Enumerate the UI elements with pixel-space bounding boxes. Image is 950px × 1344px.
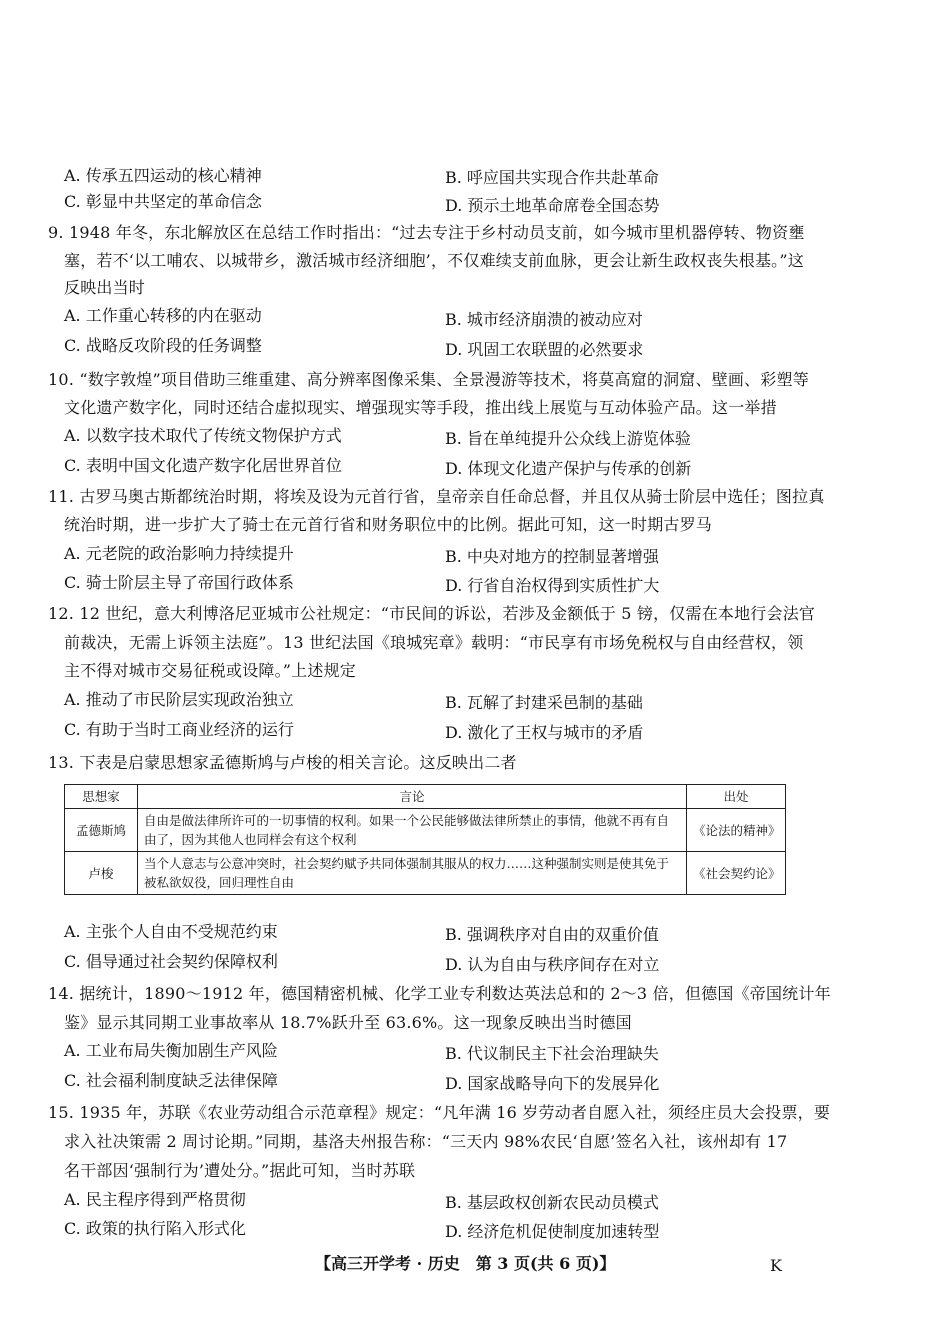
q11-option-b: B. 中央对地方的控制显著增强 [445, 547, 659, 566]
table-header-row [65, 785, 786, 809]
q15-option-d: D. 经济危机促使制度加速转型 [445, 1222, 660, 1241]
q10-stem-line-2: 文化遗产数字化，同时还结合虚拟现实、增强现实等手段，推出线上展览与互动体验产品。这一举措 [64, 398, 777, 417]
q8-option-b: B. 呼应国共实现合作共赴革命 [445, 168, 659, 187]
q10-option-b: B. 旨在单纯提升公众线上游览体验 [445, 429, 691, 448]
q15-stem-line-2: 求入社决策需 2 周讨论期。”同期，基洛夫州报告称：“三天内 98%农民‘自愿’签名入社，该州却有 17 [64, 1132, 788, 1151]
q8-option-d: D. 预示土地革命席卷全国态势 [445, 196, 660, 215]
q12-option-d: D. 激化了王权与城市的矛盾 [445, 723, 644, 742]
q12-stem-line-2: 前裁决，无需上诉领主法庭”。13 世纪法国《琅城宪章》载明：“市民享有市场免税权与自由经营权，领 [64, 633, 804, 652]
table-header-thinker: 思想家 [65, 785, 138, 809]
q10-stem-line-1: 10. “数字敦煌”项目借助三维重建、高分辨率图像采集、全景漫游等技术，将莫高窟的洞窟、壁画、彩塑等 [48, 370, 809, 389]
q9-option-b: B. 城市经济崩溃的被动应对 [445, 310, 643, 329]
table-cell-thinker: 卢梭 [65, 852, 138, 895]
q13-option-c: C. 倡导通过社会契约保障权利 [64, 952, 278, 971]
q9-option-d: D. 巩固工农联盟的必然要求 [445, 340, 644, 359]
q14-option-c: C. 社会福利制度缺乏法律保障 [64, 1071, 278, 1090]
q11-stem-line-2: 统治时期，进一步扩大了骑士在元首行省和财务职位中的比例。据此可知，这一时期古罗马 [64, 515, 713, 534]
q14-option-b: B. 代议制民主下社会治理缺失 [445, 1044, 659, 1063]
q15-option-b: B. 基层政权创新农民动员模式 [445, 1193, 659, 1212]
q13-option-d: D. 认为自由与秩序间存在对立 [445, 955, 660, 974]
q13-stem: 13. 下表是启蒙思想家孟德斯鸠与卢梭的相关言论。这反映出二者 [48, 753, 517, 772]
table-cell-thinker: 孟德斯鸠 [65, 809, 138, 852]
table-header-quote: 言论 [138, 785, 687, 809]
q15-stem-line-1: 15. 1935 年，苏联《农业劳动组合示范章程》规定：“凡年满 16 岁劳动者自愿入社，须经庄员大会投票，要 [48, 1103, 831, 1122]
table-cell-source: 《论法的精神》 [687, 809, 786, 852]
q9-stem-line-2: 塞，若不‘以工哺农、以城带乡，激活城市经济细胞’，不仅难续支前血脉，更会让新生政权丧失根基。”这 [64, 251, 804, 270]
q9-stem-line-1: 9. 1948 年冬，东北解放区在总结工作时指出：“过去专注于乡村动员支前，如今城市里机器停转、物资壅 [48, 223, 805, 242]
q15-option-c: C. 政策的执行陷入形式化 [64, 1219, 246, 1238]
q9-stem-line-3: 反映出当时 [64, 278, 146, 297]
q12-option-c: C. 有助于当时工商业经济的运行 [64, 720, 294, 739]
q14-option-a: A. 工业布局失衡加剧生产风险 [64, 1041, 278, 1060]
q10-option-c: C. 表明中国文化遗产数字化居世界首位 [64, 456, 342, 475]
q13-option-a: A. 主张个人自由不受规范约束 [64, 922, 278, 941]
q8-option-a: A. 传承五四运动的核心精神 [64, 166, 262, 185]
q10-option-d: D. 体现文化遗产保护与传承的创新 [445, 459, 692, 478]
table-cell-quote: 自由是做法律所许可的一切事情的权利。如果一个公民能够做法律所禁止的事情，他就不再有自由了，因为其他人也同样会有这个权利 [138, 809, 687, 852]
q11-option-c: C. 骑士阶层主导了帝国行政体系 [64, 573, 294, 592]
q14-option-d: D. 国家战略导向下的发展异化 [445, 1074, 660, 1093]
table-row [65, 852, 786, 895]
q12-stem-line-1: 12. 12 世纪，意大利博洛尼亚城市公社规定：“市民间的诉讼，若涉及金额低于 5 镑，仅需在本地行会法官 [48, 604, 816, 623]
table-cell-quote: 当个人意志与公意冲突时，社会契约赋予共同体强制其服从的权力……这种强制实则是使其免于被私欲奴役，回归理性自由 [138, 852, 687, 895]
page-footer: 【高三开学考 · 历史 第 3 页(共 6 页)】 [315, 1254, 616, 1273]
table-row [65, 809, 786, 852]
q15-stem-line-3: 名干部因‘强制行为’遭处分。”据此可知，当时苏联 [64, 1161, 416, 1180]
q13-quote-table [64, 784, 786, 895]
q11-stem-line-1: 11. 古罗马奥古斯都统治时期，将埃及设为元首行省，皇帝亲自任命总督，并且仅从骑士阶层中选任；图拉真 [48, 487, 825, 506]
q12-option-a: A. 推动了市民阶层实现政治独立 [64, 690, 294, 709]
q12-stem-line-3: 主不得对城市交易征税或设障。”上述规定 [64, 661, 356, 680]
table-header-source: 出处 [687, 785, 786, 809]
q8-option-c: C. 彰显中共坚定的革命信念 [64, 192, 262, 211]
q12-option-b: B. 瓦解了封建采邑制的基础 [445, 693, 643, 712]
q9-option-a: A. 工作重心转移的内在驱动 [64, 306, 262, 325]
q15-option-a: A. 民主程序得到严格贯彻 [64, 1190, 246, 1209]
q11-option-d: D. 行省自治权得到实质性扩大 [445, 576, 660, 595]
q11-option-a: A. 元老院的政治影响力持续提升 [64, 544, 294, 563]
q10-option-a: A. 以数字技术取代了传统文物保护方式 [64, 426, 342, 445]
table-cell-source: 《社会契约论》 [687, 852, 786, 895]
q14-stem-line-2: 鉴》显示其同期工业事故率从 18.7%跃升至 63.6%。这一现象反映出当时德国 [64, 1013, 632, 1032]
q14-stem-line-1: 14. 据统计，1890～1912 年，德国精密机械、化学工业专利数达英法总和的 2～3 倍，但德国《帝国统计年 [48, 984, 831, 1003]
paper-code: K [770, 1256, 782, 1275]
q9-option-c: C. 战略反攻阶段的任务调整 [64, 336, 262, 355]
q13-option-b: B. 强调秩序对自由的双重价值 [445, 925, 659, 944]
